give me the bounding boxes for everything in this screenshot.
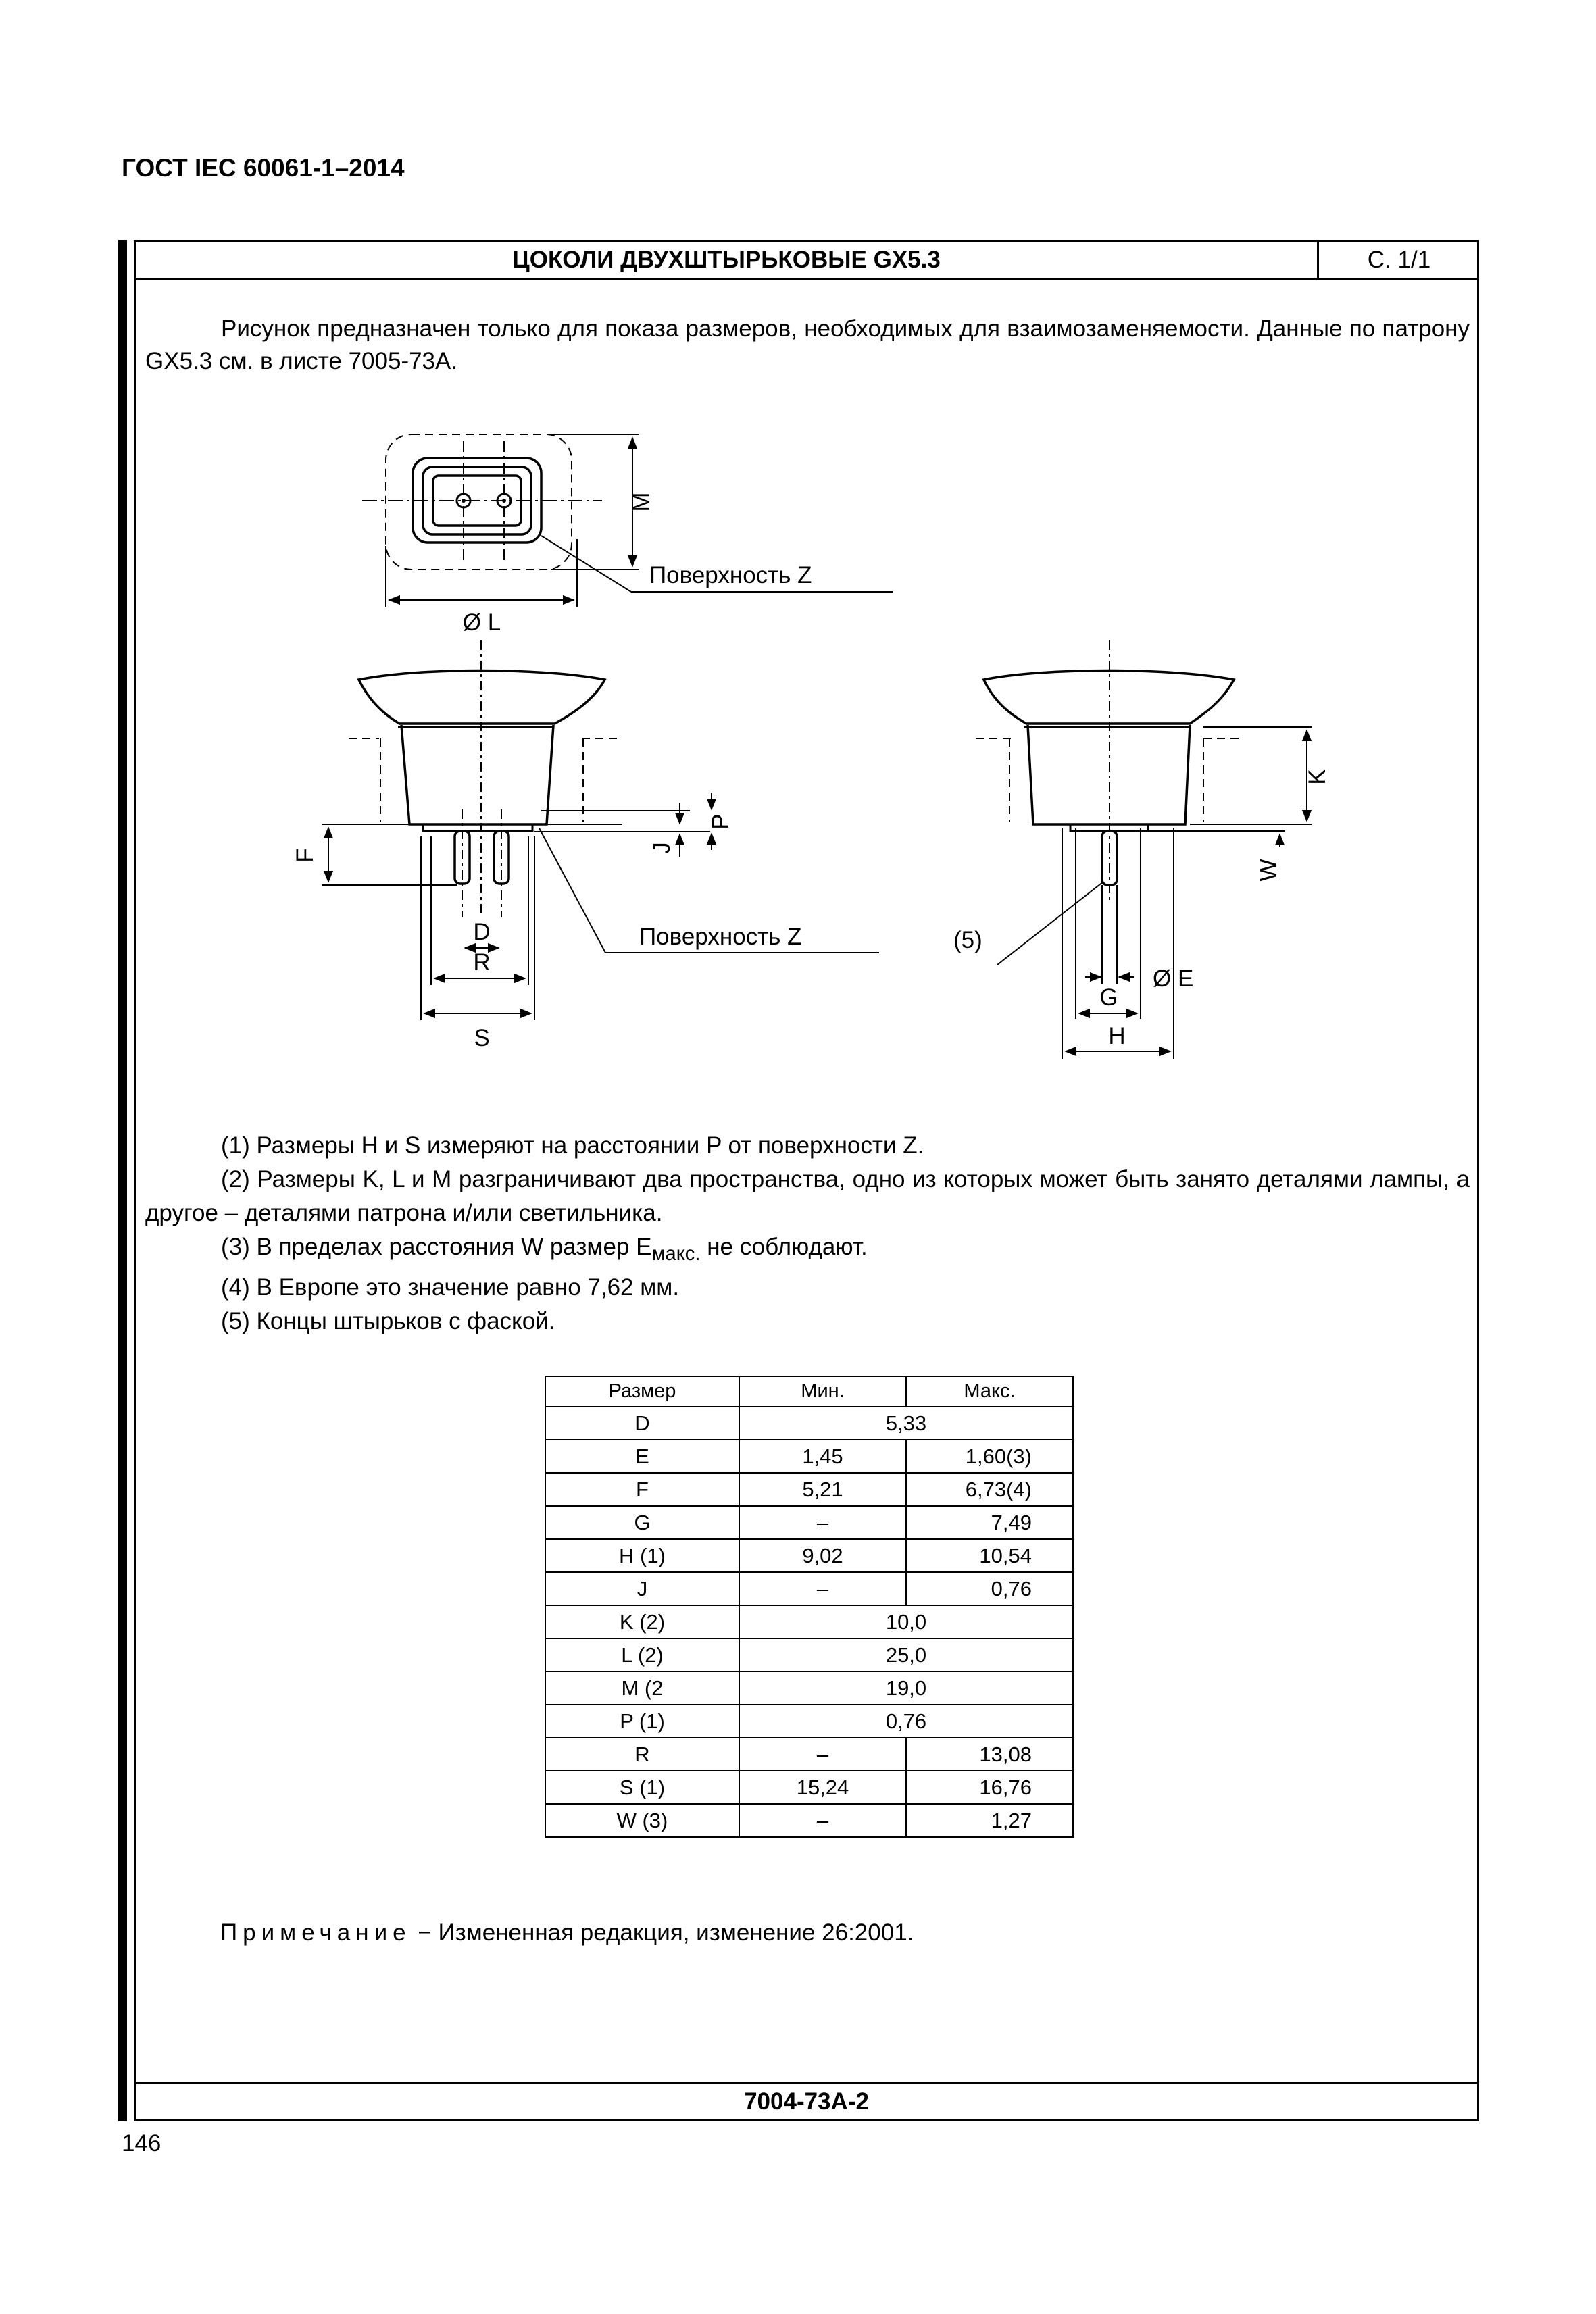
table-row xyxy=(545,1605,1073,1638)
row-min: 5,21 xyxy=(739,1473,906,1506)
remark xyxy=(220,1919,914,1946)
row-min: 15,24 xyxy=(739,1771,906,1804)
header-dimension: Размер xyxy=(545,1376,739,1407)
row-value: 19,0 xyxy=(739,1671,1073,1705)
label-f: F xyxy=(292,848,318,863)
row-name: R xyxy=(545,1738,739,1771)
sheet-footer-row xyxy=(136,2082,1477,2119)
label-e: Ø E xyxy=(1153,965,1194,992)
row-value: 25,0 xyxy=(739,1638,1073,1671)
remark-label: Примечание xyxy=(220,1919,412,1946)
row-max: 6,73(4) xyxy=(906,1473,1073,1506)
top-view xyxy=(362,434,893,607)
row-max: 0,76 xyxy=(906,1572,1073,1605)
row-max: 1,27 xyxy=(906,1804,1073,1837)
row-name: D xyxy=(545,1407,739,1440)
table-row xyxy=(545,1804,1073,1837)
label-s: S xyxy=(474,1025,490,1051)
cap-drawing xyxy=(136,404,1477,1120)
table-row xyxy=(545,1671,1073,1705)
note-4: (4) В Европе это значение равно 7,62 мм. xyxy=(221,1274,680,1301)
row-max: 10,54 xyxy=(906,1539,1073,1572)
row-max: 7,49 xyxy=(906,1506,1073,1539)
sheet-id: 7004-73А-2 xyxy=(744,2088,869,2115)
row-name: M (2 xyxy=(545,1671,739,1705)
row-name: E xyxy=(545,1440,739,1473)
dimensions-table xyxy=(545,1376,1074,1838)
frame-left-bar xyxy=(118,240,127,2121)
note-2: (2) Размеры K, L и M разграничивают два пространства, одно из которых может быть занято деталями лампы, а другое – деталями патрона и/или светильника. xyxy=(145,1166,1470,1226)
label-h: H xyxy=(1108,1023,1126,1049)
row-value: 10,0 xyxy=(739,1605,1073,1638)
table-row xyxy=(545,1539,1073,1572)
row-min: – xyxy=(739,1506,906,1539)
table-row xyxy=(545,1738,1073,1771)
note-3-prefix: (3) В пределах расстояния W размер E xyxy=(221,1234,652,1260)
sheet-title: ЦОКОЛИ ДВУХШТЫРЬКОВЫЕ GX5.3 xyxy=(512,247,941,273)
label-l: Ø L xyxy=(462,609,501,636)
row-name: J xyxy=(545,1572,739,1605)
document-header: ГОСТ IEC 60061-1–2014 xyxy=(122,154,405,182)
table-row xyxy=(545,1440,1073,1473)
row-min: – xyxy=(739,1738,906,1771)
sheet-title-row xyxy=(136,242,1477,280)
header-min: Мин. xyxy=(739,1376,906,1407)
row-name: L (2) xyxy=(545,1638,739,1671)
table-row xyxy=(545,1407,1073,1440)
row-name: G xyxy=(545,1506,739,1539)
label-m: M xyxy=(628,492,655,512)
label-j: J xyxy=(649,842,675,854)
note-3 xyxy=(145,1230,1470,1271)
table-row xyxy=(545,1506,1073,1539)
label-g: G xyxy=(1099,984,1118,1011)
row-name: S (1) xyxy=(545,1771,739,1804)
label-chamfer-note: (5) xyxy=(953,927,982,953)
intro-paragraph: Рисунок предназначен только для показа размеров, необходимых для взаимозаменяемости. Данные по патрону GX5.3 см. в листе 7005-73А. xyxy=(145,316,1470,374)
side-view-left xyxy=(322,640,879,1020)
label-p: P xyxy=(707,813,734,830)
row-min: 1,45 xyxy=(739,1440,906,1473)
label-r: R xyxy=(473,949,491,976)
row-min: – xyxy=(739,1572,906,1605)
standard-sheet xyxy=(134,240,1479,2121)
notes-list xyxy=(145,1129,1470,1338)
row-name: H (1) xyxy=(545,1539,739,1572)
sheet-page-indicator: С. 1/1 xyxy=(1317,242,1479,278)
note-5: (5) Концы штырьков с фаской. xyxy=(221,1308,555,1334)
page-number: 146 xyxy=(122,2130,161,2157)
table-row xyxy=(545,1705,1073,1738)
table-header-row xyxy=(545,1376,1073,1407)
side-view-right xyxy=(976,640,1312,1059)
label-w: W xyxy=(1255,859,1282,882)
row-max: 1,60(3) xyxy=(906,1440,1073,1473)
row-max: 16,76 xyxy=(906,1771,1073,1804)
row-max: 13,08 xyxy=(906,1738,1073,1771)
label-surface-z-top: Поверхность Z xyxy=(649,562,812,588)
row-value: 5,33 xyxy=(739,1407,1073,1440)
note-3-subscript: макс. xyxy=(651,1243,701,1265)
table-row xyxy=(545,1771,1073,1804)
row-min: 9,02 xyxy=(739,1539,906,1572)
row-name: F xyxy=(545,1473,739,1506)
row-min: – xyxy=(739,1804,906,1837)
table-row xyxy=(545,1638,1073,1671)
note-3-suffix: не соблюдают. xyxy=(700,1234,868,1260)
row-value: 0,76 xyxy=(739,1705,1073,1738)
row-name: K (2) xyxy=(545,1605,739,1638)
header-max: Макс. xyxy=(906,1376,1073,1407)
row-name: W (3) xyxy=(545,1804,739,1837)
table-row xyxy=(545,1473,1073,1506)
remark-text: − Измененная редакция, изменение 26:2001. xyxy=(411,1919,914,1946)
label-k: K xyxy=(1304,769,1330,785)
table-row xyxy=(545,1572,1073,1605)
label-surface-z-side: Поверхность Z xyxy=(639,924,802,950)
label-d: D xyxy=(473,919,491,945)
note-1: (1) Размеры H и S измеряют на расстоянии P от поверхности Z. xyxy=(221,1132,924,1159)
row-name: P (1) xyxy=(545,1705,739,1738)
